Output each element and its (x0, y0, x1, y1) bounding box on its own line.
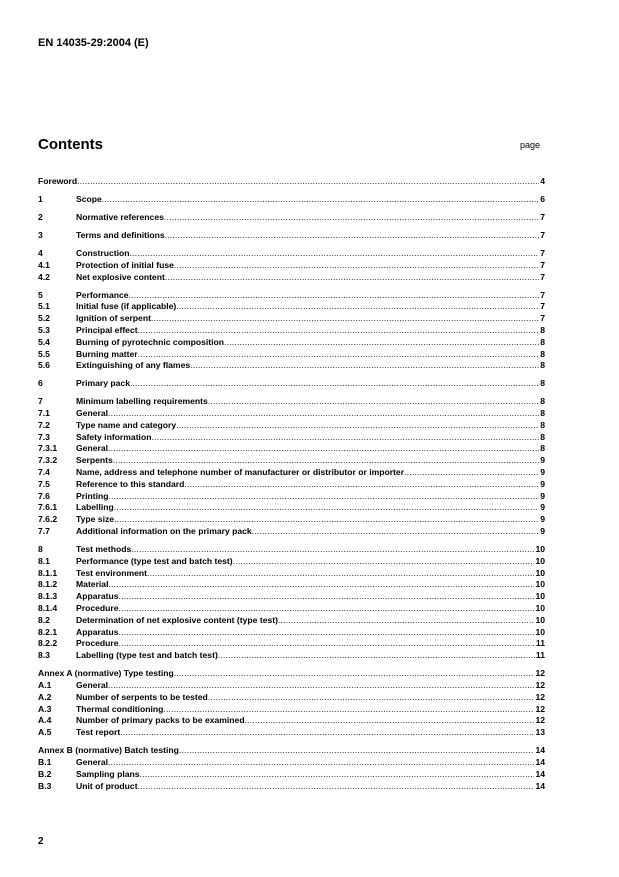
toc-entry-title: Serpents (76, 455, 113, 466)
toc-entry-number: 7.6.2 (38, 514, 58, 525)
toc-entry[interactable] (38, 325, 545, 337)
page-column-label: page (520, 140, 541, 150)
toc-entry-title: Number of serpents to be tested (76, 691, 208, 702)
toc-entry[interactable] (38, 650, 545, 662)
toc-entry[interactable] (38, 627, 545, 639)
toc-entry[interactable] (38, 260, 545, 272)
toc-entry-page: 9 (540, 467, 545, 478)
toc-entry-page: 12 (535, 715, 545, 726)
toc-entry-page: 8 (540, 431, 545, 442)
toc-entry-title: Burning matter (76, 348, 138, 359)
toc-entry-title: Test report (76, 727, 121, 738)
toc-entry-number: 3 (38, 229, 43, 240)
document-id: EN 14035-29:2004 (E) (38, 37, 149, 49)
toc-entry-number: 8.1.4 (38, 603, 58, 613)
toc-entry-title: General (76, 679, 109, 690)
toc-leader-dots (278, 615, 534, 627)
toc-entry[interactable] (38, 396, 545, 408)
toc-leader-dots (113, 455, 539, 467)
toc-entry-title: Procedure (76, 603, 119, 613)
toc-entry-page: 10 (535, 603, 545, 613)
toc-leader-dots (224, 337, 539, 349)
page-number: 2 (38, 836, 44, 847)
toc-entry-title: Name, address and telephone number of manufacturer or distributor or importer (76, 467, 405, 478)
toc-entry-number: B.3 (38, 780, 52, 791)
toc-entry[interactable] (38, 479, 545, 491)
toc-entry[interactable] (38, 378, 545, 390)
toc-entry[interactable] (38, 526, 545, 538)
toc-entry-number: 8.1.1 (38, 567, 58, 578)
toc-entry-number: B.2 (38, 768, 52, 779)
toc-entry-page: 10 (535, 591, 545, 602)
toc-entry-number: 5 (38, 289, 43, 300)
toc-entry[interactable] (38, 301, 545, 313)
toc-entry[interactable] (38, 680, 545, 692)
toc-entry-number: 8.1.2 (38, 579, 58, 590)
toc-leader-dots (129, 290, 540, 302)
toc-entry-number: 8.2.2 (38, 638, 58, 649)
toc-entry[interactable] (38, 502, 545, 514)
toc-entry-number: 8.3 (38, 650, 50, 661)
toc-entry-page: 10 (535, 626, 545, 637)
toc-entry-page: 7 (540, 301, 545, 312)
toc-entry-page: 7 (540, 229, 545, 240)
toc-leader-dots (165, 230, 540, 242)
toc-entry-number: 4.1 (38, 259, 50, 270)
toc-entry-title: Labelling (76, 502, 114, 513)
toc-entry-page: 7 (540, 313, 545, 324)
toc-entry-page: 9 (540, 478, 545, 489)
toc-entry-number: 5.3 (38, 324, 50, 335)
toc-entry-page: 9 (540, 490, 545, 501)
toc-leader-dots (138, 325, 540, 337)
toc-leader-dots (174, 668, 535, 680)
toc-entry-number: A.1 (38, 679, 52, 690)
toc-entry[interactable] (38, 603, 545, 615)
toc-entry-title: Protection of initial fuse (76, 259, 174, 270)
toc-entry[interactable] (38, 745, 545, 757)
toc-entry-number: 7.3 (38, 431, 50, 442)
toc-leader-dots (102, 194, 539, 206)
toc-entry[interactable] (38, 337, 545, 349)
toc-entry-title: Determination of net explosive content (type test) (76, 614, 278, 625)
toc-leader-dots (163, 704, 534, 716)
toc-entry[interactable] (38, 408, 545, 420)
toc-leader-dots (151, 313, 539, 325)
toc-entry-title: Primary pack (76, 378, 130, 389)
toc-entry-title: Test environment (76, 567, 147, 578)
toc-entry-page: 8 (540, 348, 545, 359)
toc-entry-title: Type name and category (76, 419, 177, 430)
toc-entry-title: Sampling plans (76, 768, 140, 779)
toc-leader-dots (108, 491, 539, 503)
toc-entry-number: 7.3.1 (38, 443, 58, 454)
toc-entry-title: Procedure (76, 638, 119, 649)
toc-entry-title: Terms and definitions (76, 229, 165, 240)
toc-entry-page: 9 (540, 455, 545, 466)
toc-entry-page: 10 (535, 544, 545, 555)
toc-entry-title: Test methods (76, 544, 132, 555)
toc-leader-dots (174, 260, 539, 272)
toc-entry-title: Apparatus (76, 626, 119, 637)
toc-entry[interactable] (38, 591, 545, 603)
toc-entry-number: 7.4 (38, 467, 50, 478)
toc-entry-page: 12 (535, 703, 545, 714)
toc-entry[interactable] (38, 467, 545, 479)
toc-entry-title: General (76, 756, 109, 767)
toc-entry-title: Annex A (normative) Type testing (38, 668, 174, 679)
toc-entry-title: Material (76, 579, 109, 590)
toc-leader-dots (208, 396, 539, 408)
toc-entry-number: A.5 (38, 727, 52, 738)
toc-entry[interactable] (38, 668, 545, 680)
toc-leader-dots (119, 603, 535, 615)
toc-entry[interactable] (38, 230, 545, 242)
toc-entry-title: Thermal conditioning (76, 703, 164, 714)
toc-entry-title: General (76, 443, 109, 454)
toc-leader-dots (108, 680, 534, 692)
contents-title: Contents (38, 136, 103, 153)
toc-entry-number: 5.1 (38, 301, 50, 312)
toc-entry[interactable] (38, 781, 545, 793)
toc-entry-page: 12 (535, 691, 545, 702)
toc-entry-page: 13 (535, 727, 545, 738)
toc-leader-dots (147, 568, 534, 580)
toc-leader-dots (114, 514, 539, 526)
toc-leader-dots (218, 650, 535, 662)
toc-leader-dots (176, 301, 539, 313)
toc-leader-dots (164, 212, 539, 224)
toc-leader-dots (120, 727, 534, 739)
toc-entry[interactable] (38, 556, 545, 568)
toc-leader-dots (119, 627, 535, 639)
toc-entry-title: Reference to this standard (76, 478, 185, 489)
toc-entry-title: Initial fuse (if applicable) (76, 301, 177, 312)
toc-entry-page: 7 (540, 289, 545, 300)
toc-entry[interactable] (38, 248, 545, 260)
toc-entry-title: Safety information (76, 431, 152, 442)
toc-leader-dots (131, 544, 534, 556)
toc-entry[interactable] (38, 194, 545, 206)
toc-entry-number: 7.7 (38, 526, 50, 537)
toc-entry-title: Type size (76, 514, 115, 525)
toc-entry-page: 9 (540, 514, 545, 525)
toc-entry-number: 1 (38, 193, 43, 204)
toc-entry-page: 7 (540, 259, 545, 270)
toc-entry[interactable] (38, 514, 545, 526)
toc-entry-number: 5.5 (38, 348, 50, 359)
toc-leader-dots (140, 769, 535, 781)
toc-entry-number: 8.1.3 (38, 591, 58, 602)
toc-entry-page: 8 (540, 443, 545, 454)
toc-entry[interactable] (38, 769, 545, 781)
toc-entry-page: 10 (535, 567, 545, 578)
toc-entry-page: 8 (540, 360, 545, 371)
toc-leader-dots (130, 378, 539, 390)
toc-entry-page: 8 (540, 419, 545, 430)
toc-entry-number: 7.2 (38, 419, 50, 430)
toc-entry[interactable] (38, 727, 545, 739)
toc-entry-number: 4.2 (38, 271, 50, 282)
toc-entry-title: Unit of product (76, 780, 138, 791)
toc-entry-number: 7.3.2 (38, 455, 58, 466)
toc-entry[interactable] (38, 615, 545, 627)
toc-entry-page: 8 (540, 396, 545, 407)
toc-leader-dots (165, 272, 539, 284)
toc-entry-number: 6 (38, 378, 43, 389)
toc-leader-dots (119, 638, 535, 650)
toc-entry-page: 8 (540, 324, 545, 335)
toc-entry-number: A.4 (38, 715, 52, 726)
toc-entry-page: 8 (540, 336, 545, 347)
toc-entry-page: 14 (535, 745, 545, 756)
toc-entry-title: Performance (type test and batch test) (76, 555, 233, 566)
toc-entry-title: Minimum labelling requirements (76, 396, 208, 407)
toc-entry-page: 4 (540, 176, 545, 186)
toc-entry-title: Ignition of serpent (76, 313, 151, 324)
toc-entry[interactable] (38, 272, 545, 284)
toc-entry-number: 8 (38, 544, 43, 555)
toc-leader-dots (138, 781, 535, 793)
toc-entry-page: 9 (540, 502, 545, 513)
toc-entry[interactable] (38, 692, 545, 704)
toc-entry-title: Extinguishing of any flames (76, 360, 191, 371)
toc-entry-title: Foreword (38, 176, 78, 186)
toc-entry[interactable] (38, 349, 545, 361)
toc-entry-page: 12 (535, 668, 545, 679)
toc-leader-dots (252, 526, 540, 538)
toc-entry[interactable] (38, 290, 545, 302)
toc-entry[interactable] (38, 704, 545, 716)
toc-entry-number: 7.6 (38, 490, 50, 501)
toc-entry-number: B.1 (38, 756, 52, 767)
toc-leader-dots (77, 176, 539, 188)
toc-entry-page: 14 (535, 768, 545, 779)
toc-entry-number: 5.2 (38, 313, 50, 324)
toc-entry[interactable] (38, 638, 545, 650)
toc-entry-title: Labelling (type test and batch test) (76, 650, 218, 661)
toc-entry[interactable] (38, 579, 545, 591)
toc-entry-title: Annex B (normative) Batch testing (38, 745, 179, 756)
toc-entry[interactable] (38, 212, 545, 224)
toc-entry-page: 8 (540, 378, 545, 389)
toc-entry-number: 4 (38, 247, 43, 258)
toc-entry[interactable] (38, 757, 545, 769)
toc-entry-page: 7 (540, 211, 545, 222)
toc-entry-page: 12 (535, 679, 545, 690)
table-of-contents (38, 176, 545, 792)
toc-leader-dots (151, 432, 539, 444)
toc-leader-dots (176, 420, 539, 432)
toc-entry[interactable] (38, 455, 545, 467)
toc-entry-number: A.2 (38, 691, 52, 702)
toc-entry[interactable] (38, 176, 545, 188)
toc-entry-title: Net explosive content (76, 271, 165, 282)
toc-entry[interactable] (38, 432, 545, 444)
toc-entry-page: 8 (540, 408, 545, 419)
toc-leader-dots (245, 715, 535, 727)
toc-leader-dots (184, 479, 539, 491)
toc-entry-title: Number of primary packs to be examined (76, 715, 245, 726)
toc-entry-page: 7 (540, 271, 545, 282)
toc-leader-dots (114, 502, 539, 514)
toc-entry-page: 14 (535, 756, 545, 767)
toc-entry[interactable] (38, 544, 545, 556)
toc-entry-page: 10 (535, 614, 545, 625)
toc-entry-title: General (76, 408, 109, 419)
toc-leader-dots (138, 349, 540, 361)
toc-entry-page: 11 (535, 638, 545, 649)
toc-leader-dots (119, 591, 535, 603)
toc-entry-number: 7.5 (38, 478, 50, 489)
toc-leader-dots (108, 579, 534, 591)
toc-leader-dots (233, 556, 535, 568)
toc-entry-title: Construction (76, 247, 130, 258)
toc-entry[interactable] (38, 420, 545, 432)
toc-entry-page: 7 (540, 247, 545, 258)
toc-entry[interactable] (38, 568, 545, 580)
toc-entry-number: 5.4 (38, 336, 50, 347)
toc-leader-dots (179, 745, 535, 757)
toc-entry-number: 8.2 (38, 614, 50, 625)
toc-entry[interactable] (38, 715, 545, 727)
toc-entry-number: A.3 (38, 703, 52, 714)
toc-entry-number: 5.6 (38, 360, 50, 371)
toc-entry-page: 10 (535, 555, 545, 566)
toc-leader-dots (108, 757, 534, 769)
toc-entry-title: Principal effect (76, 324, 138, 335)
toc-entry[interactable] (38, 360, 545, 372)
toc-entry-number: 2 (38, 211, 43, 222)
toc-entry-page: 10 (535, 579, 545, 590)
toc-entry-page: 11 (535, 650, 545, 661)
toc-entry-page: 6 (540, 193, 545, 204)
toc-leader-dots (129, 248, 539, 260)
toc-entry-number: 7 (38, 396, 43, 407)
toc-entry[interactable] (38, 443, 545, 455)
toc-leader-dots (190, 360, 539, 372)
toc-leader-dots (108, 443, 539, 455)
toc-entry-title: Scope (76, 193, 102, 204)
toc-entry-number: 8.2.1 (38, 626, 58, 637)
toc-leader-dots (208, 692, 535, 704)
toc-entry-title: Additional information on the primary pack (76, 526, 252, 537)
toc-leader-dots (108, 408, 539, 420)
toc-entry-number: 7.6.1 (38, 502, 58, 513)
toc-entry-title: Performance (76, 289, 129, 300)
toc-entry-title: Printing (76, 490, 109, 501)
toc-entry-title: Normative references (76, 211, 164, 222)
toc-entry-page: 9 (540, 526, 545, 537)
toc-entry[interactable] (38, 313, 545, 325)
toc-entry-title: Apparatus (76, 591, 119, 602)
toc-leader-dots (404, 467, 539, 479)
toc-entry[interactable] (38, 491, 545, 503)
toc-entry-number: 7.1 (38, 408, 50, 419)
toc-entry-title: Burning of pyrotechnic composition (76, 336, 225, 347)
toc-entry-page: 14 (535, 780, 545, 791)
toc-entry-number: 8.1 (38, 555, 50, 566)
